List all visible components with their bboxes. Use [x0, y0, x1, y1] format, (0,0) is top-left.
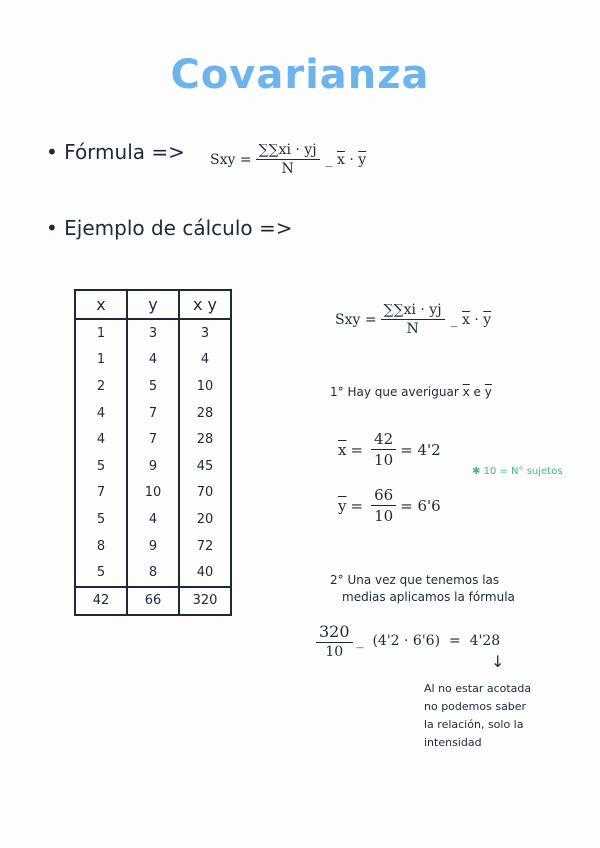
- side-note: [472, 466, 562, 477]
- step2-text: [330, 572, 515, 606]
- cell-xy: 40: [179, 559, 231, 587]
- step1-text: [330, 385, 492, 399]
- bullet-dot: •: [46, 140, 58, 164]
- mean-y-eq: =: [350, 496, 364, 515]
- table-row: [75, 453, 231, 480]
- page-title: Covarianza: [170, 52, 430, 98]
- cell-x: 4: [75, 400, 127, 427]
- mean-x-symbol: $\overline{x}$: [338, 440, 347, 459]
- right-formula: [335, 302, 491, 337]
- down-arrow-icon: ↓: [491, 652, 505, 671]
- mean-y: [338, 486, 441, 525]
- mean-x-fraction: [371, 430, 396, 469]
- table-header-row: [75, 290, 231, 319]
- cell-y: 4: [127, 506, 179, 533]
- cell-y: 4: [127, 347, 179, 374]
- cell-y: 3: [127, 319, 179, 347]
- side-note-text: 10 = N° sujetos: [483, 466, 563, 477]
- calc-fraction: [316, 622, 353, 660]
- formula-label: Fórmula =>: [64, 140, 185, 164]
- cell-xy: 28: [179, 400, 231, 427]
- star-icon: ✱: [472, 466, 481, 477]
- cell-x: 7: [75, 480, 127, 507]
- formula-minus: _: [325, 151, 333, 168]
- total-y: 66: [127, 587, 179, 615]
- conclusion-line: intensidad: [424, 736, 482, 749]
- cell-xy: 3: [179, 319, 231, 347]
- formula-denominator: N: [281, 161, 294, 177]
- cell-y: 8: [127, 559, 179, 587]
- final-calc: [316, 622, 500, 660]
- header-y: y: [127, 290, 179, 319]
- calc-num: 320: [316, 622, 353, 643]
- conclusion-line: no podemos saber: [424, 700, 527, 713]
- table-row: [75, 506, 231, 533]
- table-row: [75, 426, 231, 453]
- calc-rest: _ (4'2 · 6'6) = 4'28: [356, 633, 501, 649]
- calc-den: 10: [325, 644, 344, 660]
- cell-y: 7: [127, 426, 179, 453]
- formula-heading: [46, 140, 185, 164]
- table-row: [75, 319, 231, 347]
- right-formula-dot: ·: [474, 311, 479, 328]
- cell-xy: 28: [179, 426, 231, 453]
- step1-ybar: $\overline{y}$: [484, 385, 492, 399]
- cell-x: 1: [75, 347, 127, 374]
- total-x: 42: [75, 587, 127, 615]
- right-formula-tail: [451, 312, 492, 328]
- mean-y-symbol: $\overline{y}$: [338, 496, 347, 515]
- formula-numerator: ∑∑xi · yj: [256, 142, 320, 160]
- total-xy: 320: [179, 587, 231, 615]
- formula-fraction: [256, 142, 320, 177]
- cell-xy: 4: [179, 347, 231, 374]
- cell-y: 7: [127, 400, 179, 427]
- formula-tail: [326, 152, 367, 168]
- formula-dot: ·: [349, 151, 354, 168]
- cell-x: 5: [75, 506, 127, 533]
- cell-xy: 45: [179, 453, 231, 480]
- formula-ybar: $\overline{y}$: [358, 151, 367, 168]
- table-row: [75, 373, 231, 400]
- example-label: Ejemplo de cálculo =>: [64, 216, 293, 240]
- mean-x-eq: =: [350, 440, 364, 459]
- step2-line2: medias aplicamos la fórmula: [342, 590, 515, 604]
- right-formula-lhs: Sxy =: [335, 311, 377, 328]
- right-formula-minus: _: [450, 311, 458, 328]
- cell-x: 5: [75, 453, 127, 480]
- header-xy: x y: [179, 290, 231, 319]
- totals-row: [75, 587, 231, 615]
- step1-and: e: [473, 385, 481, 399]
- cell-xy: 10: [179, 373, 231, 400]
- cell-x: 5: [75, 559, 127, 587]
- header-x: x: [75, 290, 127, 319]
- table-row: [75, 400, 231, 427]
- formula-lhs: Sxy =: [210, 151, 252, 168]
- step1-label: 1° Hay que averiguar: [330, 385, 459, 399]
- table-row: [75, 347, 231, 374]
- formula-xbar: $\overline{x}$: [337, 151, 345, 168]
- cell-xy: 70: [179, 480, 231, 507]
- table-row: [75, 559, 231, 587]
- table-row: [75, 480, 231, 507]
- cell-y: 9: [127, 453, 179, 480]
- cell-x: 8: [75, 533, 127, 560]
- cell-y: 10: [127, 480, 179, 507]
- cell-y: 9: [127, 533, 179, 560]
- data-table: [74, 289, 232, 616]
- mean-x-den: 10: [374, 451, 394, 469]
- conclusion-line: Al no estar acotada: [424, 682, 532, 695]
- right-formula-ybar: $\overline{y}$: [483, 311, 492, 328]
- step1-xbar: $\overline{x}$: [462, 385, 470, 399]
- step2-line1: 2° Una vez que tenemos las: [330, 573, 500, 587]
- mean-y-num: 66: [371, 486, 396, 506]
- cell-y: 5: [127, 373, 179, 400]
- cell-x: 4: [75, 426, 127, 453]
- mean-y-fraction: [371, 486, 396, 525]
- mean-y-result: = 6'6: [400, 496, 441, 515]
- cell-x: 2: [75, 373, 127, 400]
- mean-x-result: = 4'2: [400, 440, 441, 459]
- bullet-dot: •: [46, 216, 58, 240]
- conclusion: [424, 680, 531, 752]
- right-formula-xbar: $\overline{x}$: [462, 311, 470, 328]
- cell-xy: 20: [179, 506, 231, 533]
- formula-expression: [210, 142, 366, 177]
- right-formula-numerator: ∑∑xi · yj: [381, 302, 445, 320]
- mean-x: [338, 430, 441, 469]
- cell-x: 1: [75, 319, 127, 347]
- conclusion-line: la relación, solo la: [424, 718, 524, 731]
- right-formula-fraction: [381, 302, 445, 337]
- example-heading: [46, 216, 293, 240]
- mean-x-num: 42: [371, 430, 396, 450]
- mean-y-den: 10: [374, 507, 394, 525]
- cell-xy: 72: [179, 533, 231, 560]
- table-row: [75, 533, 231, 560]
- right-formula-denominator: N: [406, 321, 419, 337]
